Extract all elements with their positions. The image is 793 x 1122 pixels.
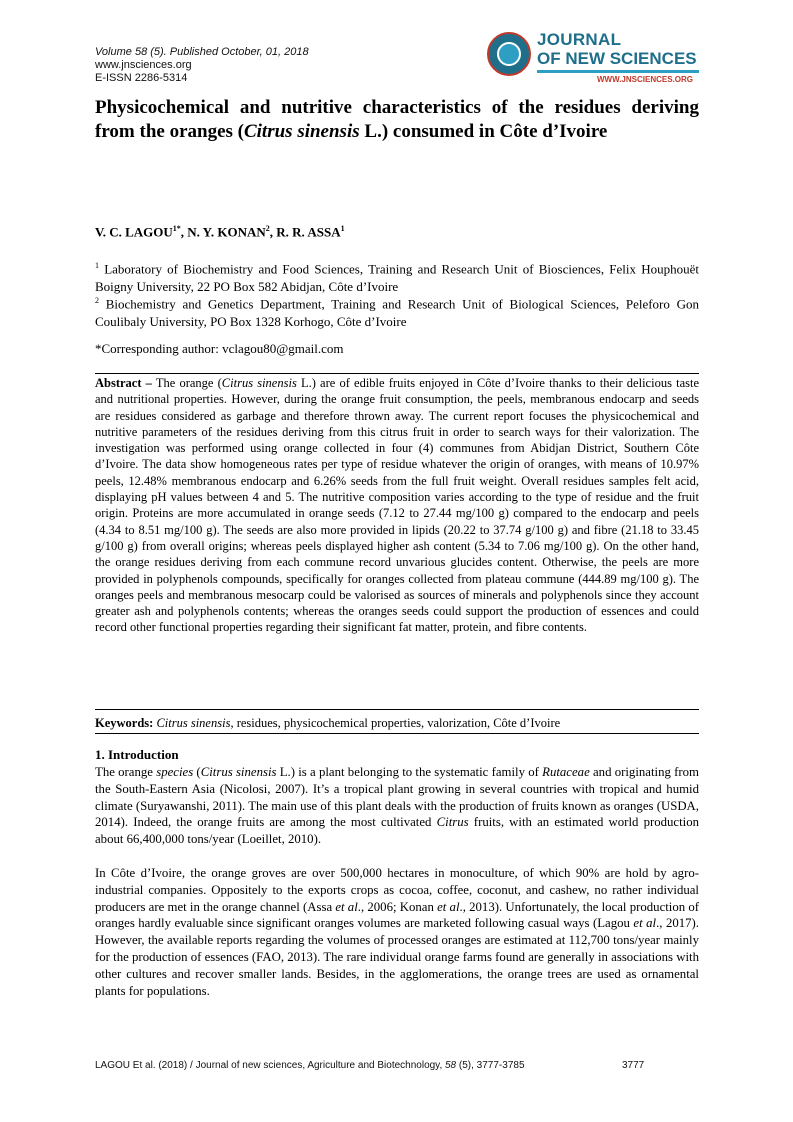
p1-text-1: The orange [95, 765, 157, 779]
keywords-label: Keywords: [95, 716, 154, 730]
corresponding-author: *Corresponding author: vclagou80@gmail.com [95, 341, 344, 356]
p2-text-2: ., 2006; Konan [357, 899, 438, 914]
p2-text-1: In Côte d’Ivoire, the orange groves are over 500,000 hectares in monoculture, of which 90% are hold by agro-industrial companies. Oppositely to the exports crops as cocoa, coffee, coconut, and cashew, no rather individual producers are met in the orange channel (Assa [95, 866, 699, 914]
logo-line2: OF NEW SCIENCES [537, 49, 697, 68]
journal-website: www.jnsciences.org [95, 59, 192, 71]
logo-url: WWW.JNSCIENCES.ORG [597, 75, 694, 84]
abstract-text-2: L.) are of edible fruits enjoyed in Côte d’Ivoire thanks to their delicious taste and nutritional properties. However, during the orange fruit consumption, the peels, membranous endocarp and seeds are residues considered as garbage and therefore thrown away. The current report focuses the physicochemical and nutritive parameters of the residues deriving from this citrus fruit in order to search ways for their valorization. The investigation was performed using orange collected in four (4) communes from Abidjan District, Southern Côte d’Ivoire. The data show homogeneous rates per type of residue whatever the origin of oranges, with means of 10.97% peels, 12.48% membranous endocarp and 6.26% seeds from the full fruit weight. Overall residues samples felt acid, displaying pH values between 4 and 5. The nutritive composition varies according to the type of residue and the fruit origin. Proteins are more accumulated in orange seeds (7.12 to 27.44 mg/100 g) compared to the endocarp and peels (4.34 to 8.51 mg/100 g). The seeds are also more provided in lipids (20.22 to 37.74 g/100 g) and fibre (21.18 to 33.45 g/100 g) from overall origins; whereas peels displayed higher ash content (5.34 to 7.06 mg/100 g). On the other hand, the orange residues deriving from each commune record unvarious glucides content. Otherwise, the peels are more provided in polyphenols compounds, specifically for oranges collected from plateau commune (444.89 mg/100 g). The oranges peels and membranous mesocarp could be valorised as sources of minerals and polyphenols since they account greater ash and polyphenols contents; whereas the oranges seeds could support the production of essences and could record other functional properties regarding their significant fat matter, protein, and fibre contents. [95, 376, 700, 635]
p1-text-4: and originating from the South-Eastern Asia (Nicolosi, 2007). It’s a tropical plant growing in several countries with tropical and humid climate (Suryawanshi, 2011). The main use of this plant deals with the production of fruits known as oranges (USDA, 2014). Indeed, the orange fruits are among the most cultivated [95, 765, 699, 830]
p1-text-5: fruits, with an estimated world production about 66,400,000 tons/year (Loeillet, 2010). [95, 815, 700, 847]
p1-text-2: ( [193, 765, 201, 779]
journal-header [95, 46, 309, 85]
footer-citation-volume: 58 [445, 1060, 457, 1071]
intro-paragraph-1 [95, 764, 699, 848]
p1-italic-1: species [156, 765, 194, 779]
abstract-bottom-rule [95, 709, 699, 710]
author-2-sup: 2 [265, 224, 270, 233]
paper-title [95, 96, 699, 144]
author-2: , N. Y. KONAN [180, 224, 266, 240]
section-heading-introduction: 1. Introduction [95, 747, 179, 762]
author-1-sup: 1* [172, 224, 181, 233]
affiliation-2-text: Biochemistry and Genetics Department, Training and Research Unit of Biological Sciences, Peleforo Gon Coulibaly University, PO Box 1328 Korhogo, Côte d’Ivoire [95, 296, 699, 329]
keywords-species: Citrus sinensis [156, 716, 231, 730]
abstract-top-rule [95, 373, 699, 374]
footer-citation [95, 1060, 525, 1071]
title-part1: Physicochemical and nutritive characteristics of the residues deriving from the oranges ( [95, 97, 699, 142]
footer-citation-pre: LAGOU Et al. (2018) / Journal of new sciences, Agriculture and Biotechnology, [95, 1060, 445, 1071]
p2-italic-2: et al [437, 899, 460, 914]
affiliation-2-sup: 2 [95, 296, 99, 305]
author-1: V. C. LAGOU [95, 224, 173, 240]
keywords-bottom-rule [95, 733, 699, 734]
p1-text-3: L.) is a plant belonging to the systematic family of [276, 765, 543, 779]
abstract-text-1: The orange ( [151, 376, 222, 390]
p2-text-3: ., 2013). Unfortunately, the local production of oranges hardly evaluable since significant oranges volumes are marketed following casual ways (Lagou [95, 899, 700, 931]
affiliation-2 [95, 292, 699, 330]
volume-info: Volume 58 (5). Published October, 01, 2018 [95, 46, 309, 58]
title-part2: L.) consumed in Côte d’Ivoire [359, 121, 608, 142]
affiliation-1 [95, 257, 699, 295]
author-3: , R. R. ASSA [269, 224, 341, 240]
logo-divider [537, 70, 699, 73]
p2-text-4: ., 2017). However, the available reports regarding the volumes of processed oranges are estimated at 112,700 tons/year mainly for the production of essences (FAO, 2013). The rare individual orange farms found are generally in associations with other cultures and recover smaller lands. Besides, in the agglomerations, the orange trees are used as ornamental plants for populations. [95, 916, 700, 998]
abstract [95, 375, 699, 636]
journal-seal-icon [487, 32, 531, 76]
journal-logo [487, 30, 702, 88]
keywords-list: , residues, physicochemical properties, valorization, Côte d’Ivoire [230, 716, 561, 730]
author-list [95, 224, 345, 240]
issn: E-ISSN 2286-5314 [95, 72, 188, 84]
affiliation-1-sup: 1 [95, 261, 99, 270]
intro-paragraph-2 [95, 865, 699, 999]
p1-italic-3: Rutaceae [542, 765, 590, 779]
p2-italic-3: et al [633, 916, 657, 931]
logo-line1: JOURNAL [537, 30, 622, 49]
affiliation-1-text: Laboratory of Biochemistry and Food Sciences, Training and Research Unit of Biosciences, Felix Houphouët Boigny University, 22 PO Box 582 Abidjan, Côte d’Ivoire [95, 261, 700, 294]
title-species: Citrus sinensis [243, 121, 360, 142]
author-3-sup: 1 [340, 224, 345, 233]
keywords [95, 715, 699, 731]
abstract-label: Abstract – [95, 376, 152, 390]
p1-italic-2: Citrus sinensis [200, 765, 277, 779]
footer-citation-post: (5), 3777-3785 [456, 1060, 525, 1071]
page-number: 3777 [622, 1060, 645, 1071]
p2-italic-1: et al [335, 899, 358, 914]
p1-italic-4: Citrus [436, 815, 469, 830]
abstract-species: Citrus sinensis [221, 376, 297, 390]
